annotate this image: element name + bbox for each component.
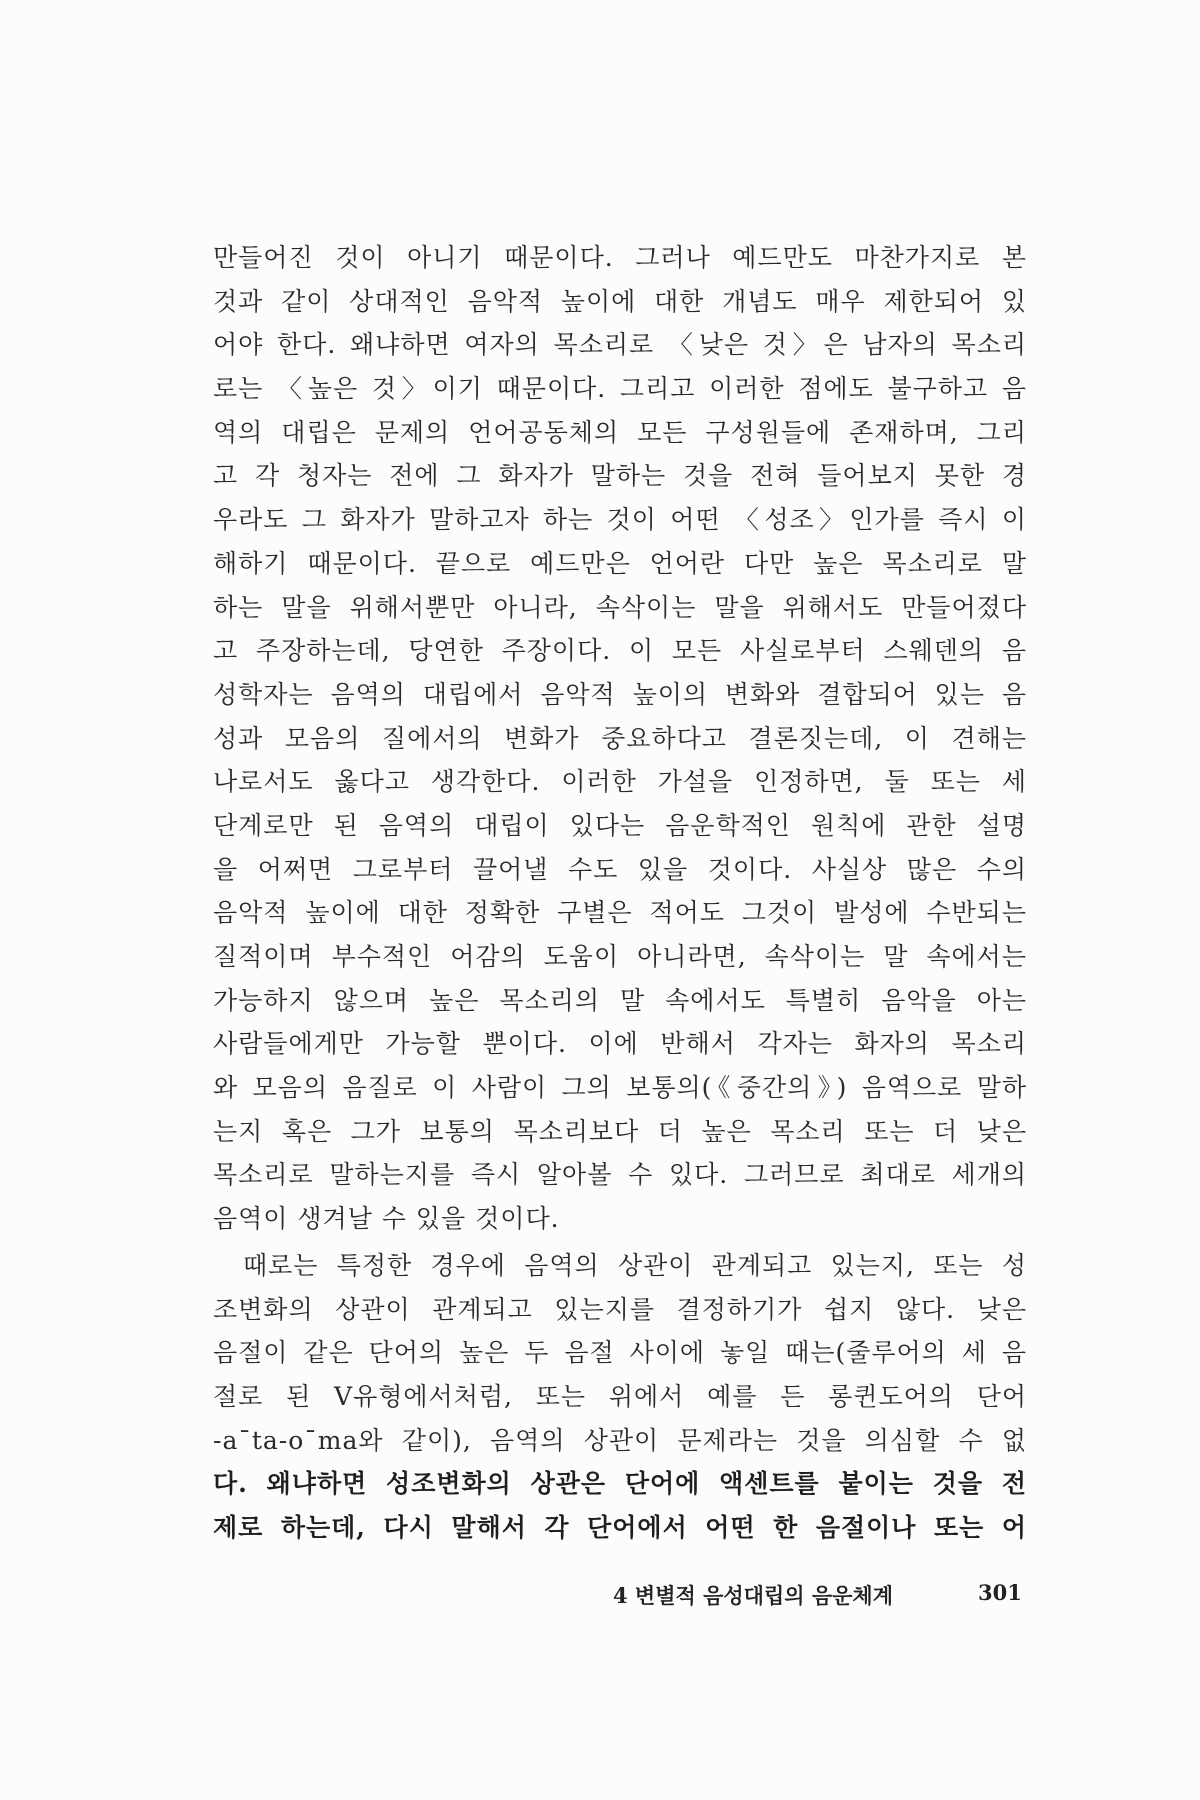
text-line: 제로 하는데, 다시 말해서 각 단어에서 어떤 한 음절이나 또는 어 — [213, 1513, 1027, 1543]
text-line: 우라도 그 화자가 말하고자 하는 것이 어떤 〈성조〉인가를 즉시 이 — [213, 505, 1027, 535]
text-line: 는지 혹은 그가 보통의 목소리보다 더 높은 목소리 또는 더 낮은 — [213, 1116, 1027, 1146]
text-line: 음절이 같은 단어의 높은 두 음절 사이에 놓일 때는(줄루어의 세 음 — [213, 1338, 1027, 1368]
text-line: 질적이며 부수적인 어감의 도움이 아니라면, 속삭이는 말 속에서는 — [213, 942, 1027, 971]
text-line: 하는 말을 위해서뿐만 아니라, 속삭이는 말을 위해서도 만들어졌다 — [213, 592, 1027, 622]
text-line: 해하기 때문이다. 끝으로 예드만은 언어란 다만 높은 목소리로 말 — [213, 548, 1027, 578]
text-line: 다. 왜냐하면 성조변화의 상관은 단어에 액센트를 붙이는 것을 전 — [213, 1469, 1027, 1499]
text-line: 사람들에게만 가능할 뿐이다. 이에 반해서 각자는 화자의 목소리 — [213, 1029, 1027, 1059]
text-line: 로는 〈높은 것〉이기 때문이다. 그리고 이러한 점에도 불구하고 음 — [213, 374, 1027, 404]
text-line: 을 어쩌면 그로부터 끌어낼 수도 있을 것이다. 사실상 많은 수의 — [213, 854, 1027, 884]
text-line: 목소리로 말하는지를 즉시 알아볼 수 있다. 그러므로 최대로 세개의 — [213, 1160, 1027, 1190]
paragraph-2 — [213, 1244, 1027, 1550]
text-line: 것과 같이 상대적인 음악적 높이에 대한 개념도 매우 제한되어 있 — [213, 286, 1027, 316]
text-line: 성학자는 음역의 대립에서 음악적 높이의 변화와 결합되어 있는 음 — [213, 679, 1027, 709]
text-line: 가능하지 않으며 높은 목소리의 말 속에서도 특별히 음악을 아는 — [213, 985, 1027, 1015]
text-line: 역의 대립은 문제의 언어공동체의 모든 구성원들에 존재하며, 그리 — [213, 417, 1027, 447]
running-title: 4 변별적 음성대립의 음운체계 — [613, 1583, 893, 1608]
text-line: 절로 된 V유형에서처럼, 또는 위에서 예를 든 롱퀸도어의 단어 — [213, 1382, 1027, 1412]
text-line: 때로는 특정한 경우에 음역의 상관이 관계되고 있는지, 또는 성 — [243, 1251, 1027, 1280]
page-number: 301 — [978, 1580, 1022, 1605]
text-line: 조변화의 상관이 관계되고 있는지를 결정하기가 쉽지 않다. 낮은 — [213, 1294, 1027, 1324]
text-line: 나로서도 옳다고 생각한다. 이러한 가설을 인정하면, 둘 또는 세 — [213, 767, 1027, 797]
text-line: 음역이 생겨날 수 있을 것이다. — [213, 1204, 560, 1234]
text-line: 음악적 높이에 대한 정확한 구별은 적어도 그것이 발성에 수반되는 — [213, 898, 1027, 928]
text-line: 고 주장하는데, 당연한 주장이다. 이 모든 사실로부터 스웨덴의 음 — [213, 636, 1027, 666]
paragraph-1 — [213, 236, 1027, 1241]
text-line: -a¯ta-o¯ma와 같이), 음역의 상관이 문제라는 것을 의심할 수 없 — [213, 1425, 1027, 1455]
text-line: 성과 모음의 질에서의 변화가 중요하다고 결론짓는데, 이 견해는 — [213, 723, 1027, 753]
text-line: 어야 한다. 왜냐하면 여자의 목소리로 〈낮은 것〉은 남자의 목소리 — [213, 330, 1027, 360]
text-line: 단계로만 된 음역의 대립이 있다는 음운학적인 원칙에 관한 설명 — [213, 810, 1027, 840]
text-line: 만들어진 것이 아니기 때문이다. 그러나 예드만도 마찬가지로 본 — [213, 243, 1027, 272]
text-line: 고 각 청자는 전에 그 화자가 말하는 것을 전혀 들어보지 못한 경 — [213, 461, 1027, 491]
text-line: 와 모음의 음질로 이 사람이 그의 보통의(《중간의》) 음역으로 말하 — [213, 1073, 1027, 1103]
